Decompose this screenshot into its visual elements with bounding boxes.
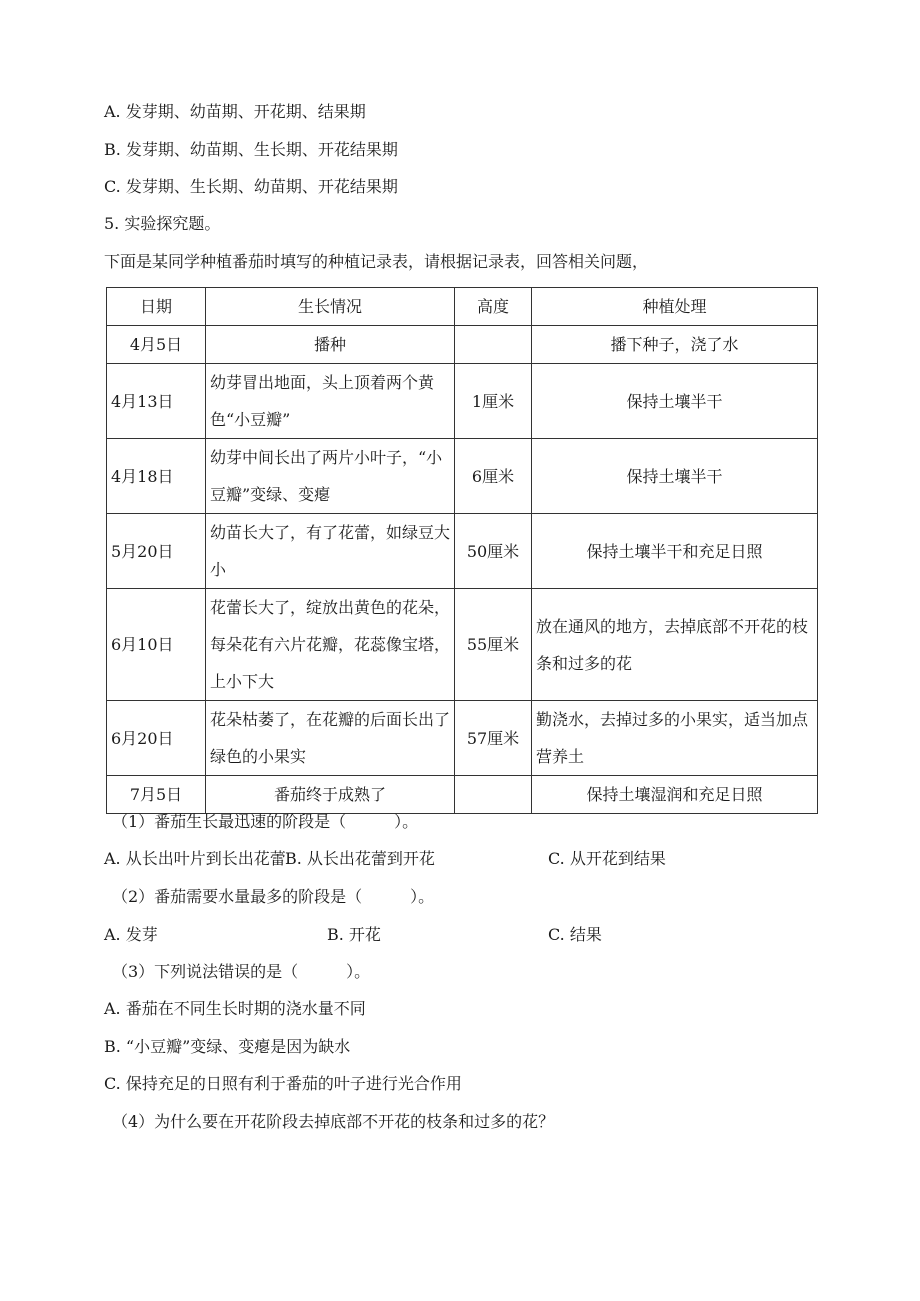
cell-treatment: 保持土壤半干和充足日照 <box>532 514 818 589</box>
cell-treatment: 保持土壤半干 <box>532 364 818 439</box>
q4-option-c: C. 发芽期、生长期、幼苗期、开花结果期 <box>104 177 398 196</box>
cell-date: 6月10日 <box>107 589 206 701</box>
table-row <box>107 514 818 589</box>
table-row <box>107 776 818 814</box>
q5-sub1-question: （1）番茄生长最迅速的阶段是（ ）。 <box>112 812 419 831</box>
cell-growth: 播种 <box>206 326 455 364</box>
q5-sub1-option-a: A. 从长出叶片到长出花蕾 <box>104 849 286 868</box>
cell-growth: 幼芽中间长出了两片小叶子，“小豆瓣”变绿、变瘪 <box>206 439 455 514</box>
q5-sub2-option-c: C. 结果 <box>548 925 602 944</box>
header-treatment: 种植处理 <box>532 288 818 326</box>
cell-height: 55厘米 <box>455 589 532 701</box>
cell-date: 4月18日 <box>107 439 206 514</box>
header-growth: 生长情况 <box>206 288 455 326</box>
cell-growth: 番茄终于成熟了 <box>206 776 455 814</box>
table-row <box>107 589 818 701</box>
cell-treatment: 播下种子，浇了水 <box>532 326 818 364</box>
cell-growth: 花朵枯萎了，在花瓣的后面长出了绿色的小果实 <box>206 701 455 776</box>
cell-height: 6厘米 <box>455 439 532 514</box>
cell-height: 50厘米 <box>455 514 532 589</box>
table-row <box>107 701 818 776</box>
header-date: 日期 <box>107 288 206 326</box>
cell-growth: 幼苗长大了，有了花蕾，如绿豆大小 <box>206 514 455 589</box>
q5-sub4-question: （4）为什么要在开花阶段去掉底部不开花的枝条和过多的花？ <box>112 1112 555 1131</box>
q5-title: 5. 实验探究题。 <box>104 214 221 233</box>
cell-treatment: 保持土壤湿润和充足日照 <box>532 776 818 814</box>
q5-sub3-option-b: B. “小豆瓣”变绿、变瘪是因为缺水 <box>104 1037 351 1056</box>
q5-sub3-option-c: C. 保持充足的日照有利于番茄的叶子进行光合作用 <box>104 1074 462 1093</box>
q5-sub2-option-b: B. 开花 <box>327 925 381 944</box>
cell-growth: 幼芽冒出地面，头上顶着两个黄色“小豆瓣” <box>206 364 455 439</box>
table-header-row <box>107 288 818 326</box>
cell-height: 57厘米 <box>455 701 532 776</box>
q4-option-b: B. 发芽期、幼苗期、生长期、开花结果期 <box>104 140 398 159</box>
q5-sub3-option-a: A. 番茄在不同生长时期的浇水量不同 <box>104 999 366 1018</box>
cell-height <box>455 326 532 364</box>
cell-growth: 花蕾长大了，绽放出黄色的花朵，每朵花有六片花瓣，花蕊像宝塔，上小下大 <box>206 589 455 701</box>
cell-date: 7月5日 <box>107 776 206 814</box>
header-height: 高度 <box>455 288 532 326</box>
table-row <box>107 326 818 364</box>
q4-option-a: A. 发芽期、幼苗期、开花期、结果期 <box>104 102 366 121</box>
q5-sub3-question: （3）下列说法错误的是（ ）。 <box>112 962 371 981</box>
table-row <box>107 364 818 439</box>
cell-date: 4月13日 <box>107 364 206 439</box>
q5-sub1-option-b: B. 从长出花蕾到开花 <box>285 849 435 868</box>
cell-height <box>455 776 532 814</box>
table-row <box>107 439 818 514</box>
planting-record-table <box>106 287 818 814</box>
cell-date: 4月5日 <box>107 326 206 364</box>
cell-treatment: 勤浇水，去掉过多的小果实，适当加点营养土 <box>532 701 818 776</box>
cell-height: 1厘米 <box>455 364 532 439</box>
q5-sub2-option-a: A. 发芽 <box>104 925 158 944</box>
cell-date: 5月20日 <box>107 514 206 589</box>
q5-intro: 下面是某同学种植番茄时填写的种植记录表，请根据记录表，回答相关问题， <box>104 252 649 271</box>
cell-treatment: 保持土壤半干 <box>532 439 818 514</box>
q5-sub2-question: （2）番茄需要水量最多的阶段是（ ）。 <box>112 887 435 906</box>
cell-date: 6月20日 <box>107 701 206 776</box>
q5-sub1-option-c: C. 从开花到结果 <box>548 849 666 868</box>
cell-treatment: 放在通风的地方，去掉底部不开花的枝条和过多的花 <box>532 589 818 701</box>
